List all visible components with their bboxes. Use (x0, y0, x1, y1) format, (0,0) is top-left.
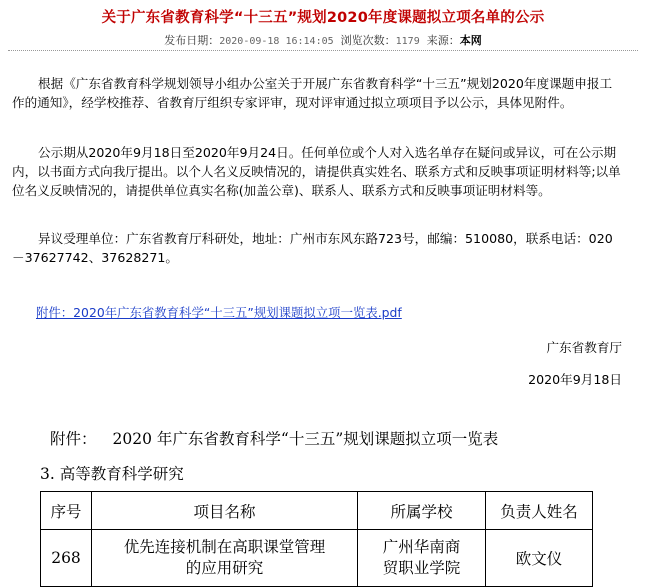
views-label: 浏览次数： (340, 34, 396, 47)
table-header-row (41, 492, 593, 530)
source-value: 本网 (459, 34, 482, 47)
table-row (41, 530, 593, 587)
row-school-line2: 贸职业学院 (382, 559, 461, 577)
attachment-heading-title: 2020 年广东省教育科学“十三五”规划课题拟立项一览表 (112, 430, 499, 448)
row-no: 268 (41, 530, 92, 587)
attachment-pdf-link[interactable]: 附件：2020年广东省教育科学“十三五”规划课题拟立项一览表.pdf (36, 305, 402, 320)
page-title: 关于广东省教育科学“十三五”规划2020年度课题拟立项名单的公示 (101, 10, 545, 26)
header-no: 序号 (41, 492, 92, 530)
attachment-heading (50, 427, 498, 449)
body-paragraph-2: 公示期从2020年9月18日至2020年9月24日。任何单位或个人对入选名单存在疑问或异议，可在公示期内，以书面方式向我厅提出。以个人名义反映情况的，请提供真实姓名、联系方式和反映事项证明材料等;以单位名义反映情况的，请提供单位真实名称(加盖公章)、联系人、联系方式和反映事项证明材料等。 (12, 145, 621, 198)
body-paragraph-3: 异议受理单位：广东省教育厅科研处，地址：广州市东风东路723号，邮编：510080，联系电话：020－37627742、37628271。 (12, 231, 613, 265)
signature-org: 广东省教育厅 (546, 340, 622, 355)
row-project-name-line2: 的应用研究 (185, 559, 264, 577)
body-paragraph-1: 根据《广东省教育科学规划领导小组办公室关于开展广东省教育科学“十三五”规划2020年度课题申报工作的通知》，经学校推荐、省教育厅组织专家评审，现对评审通过拟立项项目予以公示，具体见附件。 (12, 76, 613, 110)
publish-date-label: 发布日期： (164, 34, 220, 47)
views-count: 1179 (395, 36, 420, 47)
row-school (358, 530, 486, 587)
row-school-line1: 广州华南商 (382, 538, 461, 556)
publish-date: 2020-09-18 16:14:05 (219, 36, 334, 47)
publish-meta (0, 32, 646, 48)
title-divider (8, 50, 638, 51)
row-owner: 欧文仪 (486, 530, 593, 587)
signature-date: 2020年9月18日 (528, 372, 622, 387)
header-project-name: 项目名称 (92, 492, 358, 530)
project-table (40, 491, 593, 587)
row-project-name-line1: 优先连接机制在高职课堂管理 (123, 538, 326, 556)
section-heading: 3. 高等教育科学研究 (40, 465, 184, 483)
header-owner: 负责人姓名 (486, 492, 593, 530)
row-project-name (92, 530, 358, 587)
source-label: 来源： (426, 34, 460, 47)
header-school: 所属学校 (358, 492, 486, 530)
attachment-heading-prefix: 附件： (50, 430, 97, 448)
